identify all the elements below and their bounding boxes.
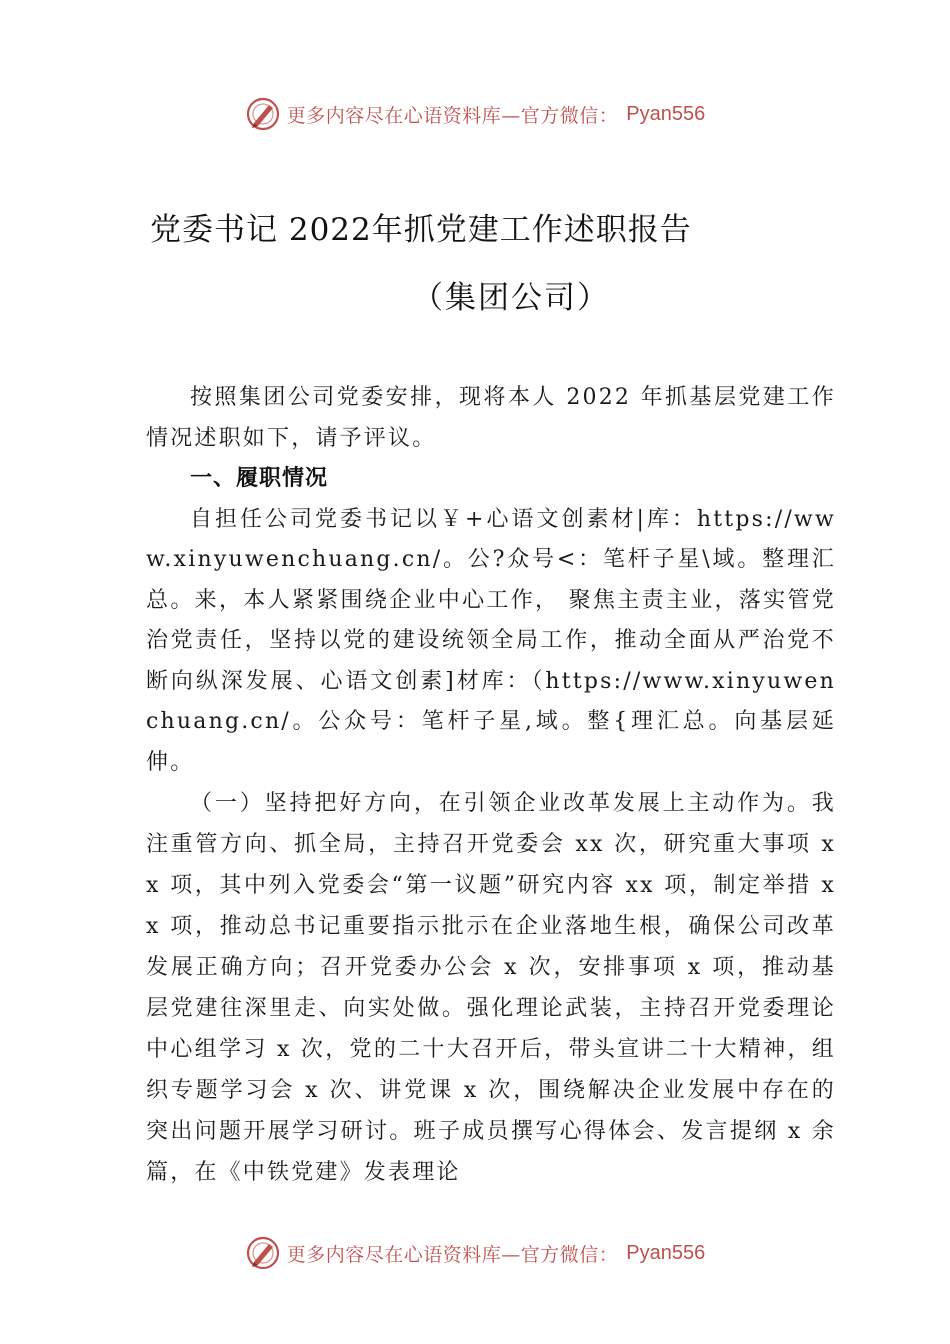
intro-paragraph: 按照集团公司党委安排，现将本人 2022 年抓基层党建工作情况述职如下，请予评议。 [146, 385, 836, 451]
header-watermark-banner [0, 94, 950, 134]
pen-circle-icon [245, 1235, 281, 1271]
pen-circle-icon [245, 96, 281, 132]
banner-text: 更多内容尽在心语资料库—官方微信： [286, 1243, 619, 1266]
banner-wechat-id: Pyan556 [626, 102, 706, 125]
banner-wechat-id: Pyan556 [626, 1241, 706, 1264]
banner-text: 更多内容尽在心语资料库—官方微信： [286, 104, 619, 127]
body-paragraph: 自担任公司党委书记以￥+心语文创素材|库：https://www.xinyuwenchuang.cn/。公?众号<：笔杆子星\域。整理汇总。来，本人紧紧围绕企业中心工作， 聚焦主责主业，落实管党治党责任，坚持以党的建设统领全局工作，推动全面从严治党不断向纵深发展、心语文创素]材库：（https://www.xinyuwenchuang.cn/。公众号：笔杆子星,域。整{理汇总。向基层延伸。 [146, 506, 836, 775]
body-paragraph: （一）坚持把好方向，在引领企业改革发展上主动作为。我注重管方向、抓全局，主持召开党委会 xx 次，研究重大事项 xx 项，其中列入党委会“第一议题”研究内容 xx 项，制定举措 xx 项，推动总书记重要指示批示在企业落地生根，确保公司改革发展正确方向；召开党委办公会 x 次，安排事项 x 项，推动基层党建往深里走、向实处做。强化理论武装，主持召开党委理论中心组学习 x 次，党的二十大召开后，带头宣讲二十大精神，组织专题学习会 x 次、讲党课 x 次，围绕解决企业发展中存在的突出问题开展学习研讨。班子成员撰写心得体会、发言提纲 x 余篇，在《中铁党建》发表理论 [146, 791, 836, 1185]
document-subtitle: （集团公司） [412, 280, 610, 316]
section-heading: 一、履职情况 [190, 466, 329, 491]
document-body [146, 378, 836, 1193]
footer-watermark-banner [0, 1233, 950, 1273]
document-title: 党委书记 2022年抓党建工作述职报告 [150, 212, 692, 248]
